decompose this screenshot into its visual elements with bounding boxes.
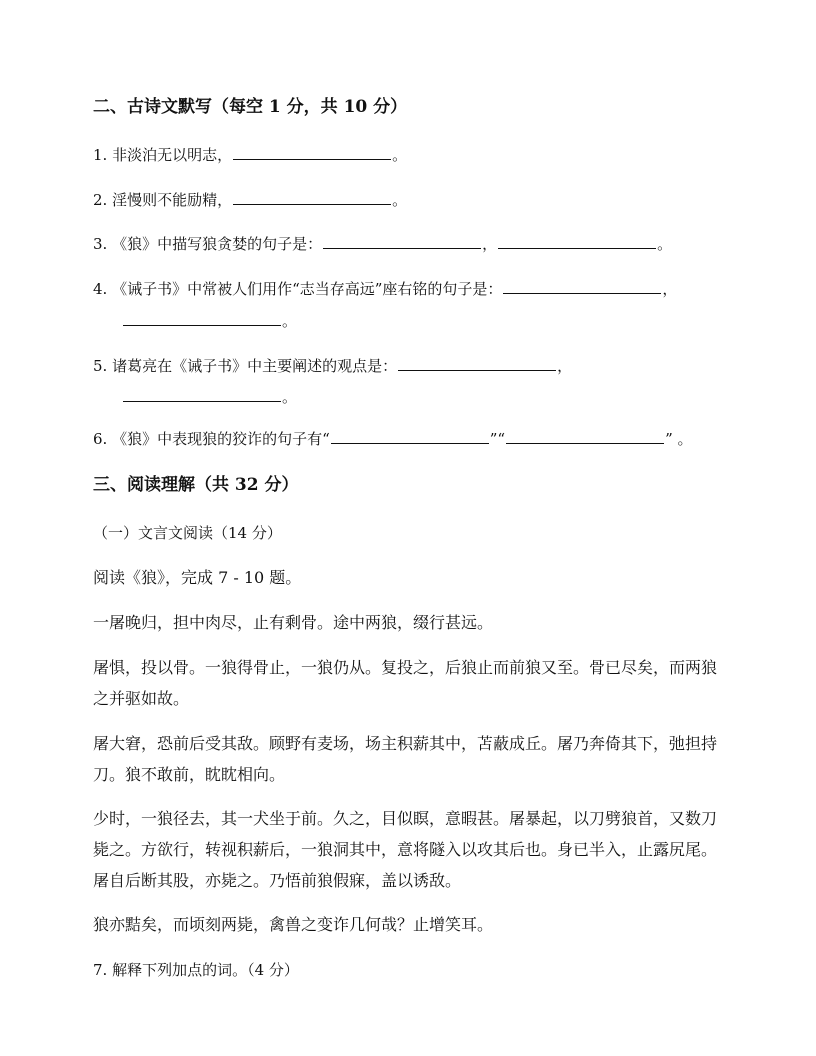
- question-2-text: 2. 淫慢则不能励精，: [93, 191, 233, 209]
- answer-blank-4a[interactable]: [503, 279, 661, 294]
- question-4-sep: ，: [662, 280, 678, 298]
- question-3-sep: ，: [482, 235, 498, 253]
- question-4: [93, 278, 677, 300]
- question-4-cont: [122, 310, 297, 332]
- question-1-end: 。: [392, 146, 408, 164]
- question-4-end: 。: [282, 312, 298, 330]
- question-5-cont: [122, 386, 297, 408]
- answer-blank-1[interactable]: [233, 145, 391, 160]
- passage-paragraph-5: 狼亦黠矣，而顷刻两毙，禽兽之变诈几何哉？止增笑耳。: [93, 915, 494, 934]
- question-5-end: 。: [282, 388, 298, 406]
- question-1: [93, 144, 407, 166]
- question-5: [93, 355, 572, 377]
- question-4-text: 4. 《诫子书》中常被人们用作“志当存高远”座右铭的句子是：: [93, 280, 503, 298]
- answer-blank-6b[interactable]: [506, 429, 664, 444]
- answer-blank-4b[interactable]: [123, 311, 281, 326]
- passage-paragraph-2: 屠惧，投以骨。一狼得骨止，一狼仍从。复投之，后狼止而前狼又至。骨已尽矣，而两狼之并驱如故。: [93, 658, 718, 708]
- passage-paragraph-1: 一屠晚归，担中肉尽，止有剩骨。途中两狼，缀行甚远。: [93, 613, 494, 632]
- section-2-heading: 二、古诗文默写（每空 1 分，共 10 分）: [93, 97, 408, 117]
- question-5-sep: ，: [557, 357, 573, 375]
- question-6-text: 6. 《狼》中表现狼的狡诈的句子有“: [93, 430, 330, 448]
- question-6-end: ” 。: [665, 430, 693, 448]
- question-6-sep: ”“: [489, 430, 506, 448]
- answer-blank-5a[interactable]: [398, 356, 556, 371]
- question-5-text: 5. 诸葛亮在《诫子书》中主要阐述的观点是：: [93, 357, 398, 375]
- question-2: [93, 189, 407, 211]
- answer-blank-5b[interactable]: [123, 387, 281, 402]
- question-3-end: 。: [657, 235, 673, 253]
- answer-blank-2[interactable]: [233, 190, 391, 205]
- reading-instruction: 阅读《狼》，完成 7 - 10 题。: [93, 568, 302, 587]
- question-1-text: 1. 非淡泊无以明志，: [93, 146, 233, 164]
- question-3: [93, 233, 672, 255]
- question-3-text: 3. 《狼》中描写狼贪婪的句子是：: [93, 235, 323, 253]
- subsection-classical-reading: （一）文言文阅读（14 分）: [93, 524, 282, 542]
- answer-blank-3a[interactable]: [323, 234, 481, 249]
- passage-paragraph-3: 屠大窘，恐前后受其敌。顾野有麦场，场主积薪其中，苫蔽成丘。屠乃奔倚其下，弛担持刀。狼不敢前，眈眈相向。: [93, 734, 718, 784]
- section-3-heading: 三、阅读理解（共 32 分）: [93, 475, 299, 495]
- passage-paragraph-4: 少时，一狼径去，其一犬坐于前。久之，目似瞑，意暇甚。屠暴起，以刀劈狼首，又数刀毙之。方欲行，转视积薪后，一狼洞其中，意将隧入以攻其后也。身已半入，止露尻尾。屠自后断其股，亦毙之。乃悟前狼假寐，盖以诱敌。: [93, 809, 718, 890]
- answer-blank-6a[interactable]: [331, 429, 489, 444]
- question-7: 7. 解释下列加点的词。（4 分）: [93, 961, 299, 979]
- question-6: [93, 428, 693, 450]
- question-2-end: 。: [392, 191, 408, 209]
- answer-blank-3b[interactable]: [498, 234, 656, 249]
